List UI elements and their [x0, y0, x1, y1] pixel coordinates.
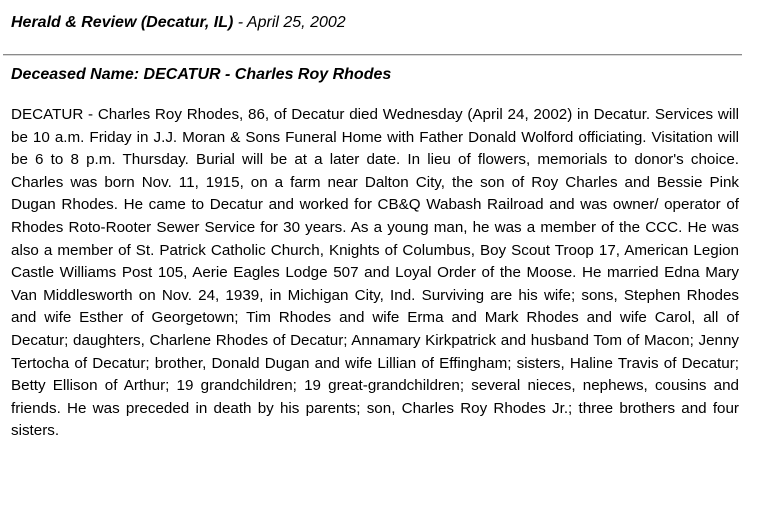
deceased-name: DECATUR - Charles Roy Rhodes — [143, 66, 392, 83]
source-separator: - — [233, 14, 247, 31]
source-line — [11, 14, 346, 32]
publication-date: April 25, 2002 — [246, 14, 346, 31]
deceased-heading — [11, 66, 391, 84]
deceased-label: Deceased Name: — [11, 66, 140, 83]
newspaper-name: Herald & Review (Decatur, IL) — [11, 14, 234, 31]
obituary-body: DECATUR - Charles Roy Rhodes, 86, of Decatur died Wednesday (April 24, 2002) in Decatur. Services will be 10 a.m. Friday in J.J. Moran & Sons Funeral Home with Father Donald Wolford officiating. Visitation will be 6 to 8 p.m. Thursday. Burial will be at a later date. In lieu of flowers, memorials to donor's choice. Charles was born Nov. 11, 1915, on a farm near Dalton City, the son of Roy Charles and Bessie Pink Dugan Rhodes. He came to Decatur and worked for CB&Q Wabash Railroad and was owner/ operator of Rhodes Roto-Rooter Sewer Service for 30 years. As a young man, he was a member of the CCC. He was also a member of St. Patrick Catholic Church, Knights of Columbus, Boy Scout Troop 17, American Legion Castle Williams Post 105, Aerie Eagles Lodge 507 and Loyal Order of the Moose. He married Edna Mary Van Middlesworth on Nov. 24, 1939, in Michigan City, Ind. Surviving are his wife; sons, Stephen Rhodes and wife Esther of Georgetown; Tim Rhodes and wife Erma and Mark Rhodes and wife Carol, all of Decatur; daughters, Charlene Rhodes of Decatur; Annamary Kirkpatrick and husband Tom of Macon; Jenny Tertocha of Decatur; brother, Donald Dugan and wife Lillian of Effingham; sisters, Haline Travis of Decatur; Betty Ellison of Arthur; 19 grandchildren; 19 great-grandchildren; several nieces, nephews, cousins and friends. He was preceded in death by his parents; son, Charles Roy Rhodes Jr.; three brothers and four sisters. — [11, 106, 739, 440]
horizontal-divider — [3, 54, 742, 56]
